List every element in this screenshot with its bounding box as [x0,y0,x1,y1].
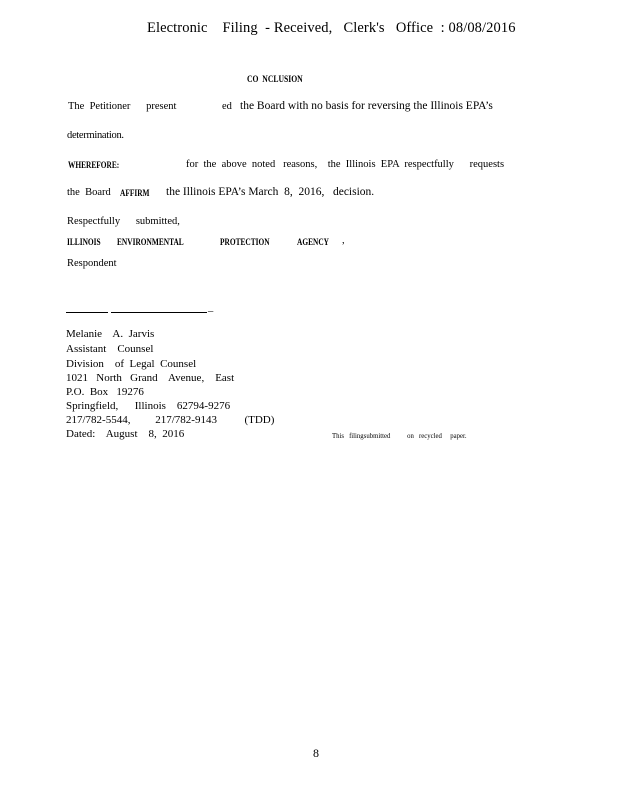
paragraph-line-1-end: the Board with no basis for reversing the Illinois EPA’s [240,100,493,112]
contact-city: Springfield, Illinois 62794-9276 [66,400,231,412]
agency-comma: , [342,235,345,246]
contact-title: Assistant Counsel [66,343,154,355]
agency-word-illinois: ILLINOIS [67,237,101,247]
wherefore-text: for the above noted reasons, the Illinois EPA respectfully requests [186,159,505,170]
paragraph-line-4-start: the Board [67,187,111,198]
conclusion-heading: CO NCLUSION [247,74,303,84]
contact-po-box: P.O. Box 19276 [66,386,144,398]
paragraph-line-1-start: The Petitioner present [68,101,177,112]
agency-word-agency: AGENCY [297,237,329,247]
electronic-filing-header: Electronic Filing - Received, Clerk's Office : 08/08/2016 [147,20,516,36]
paragraph-line-1-fragment: ed [222,101,232,112]
agency-word-environmental: ENVIRONMENTAL [117,237,184,247]
agency-word-protection: PROTECTION [220,237,270,247]
paragraph-line-4-end: the Illinois EPA’s March 8, 2016, decision. [166,186,375,198]
contact-phone: 217/782-5544, 217/782-9143 (TDD) [66,414,275,426]
contact-street: 1021 North Grand Avenue, East [66,372,235,384]
signature-line-short [66,312,108,313]
signature-line-tail: _ [208,302,214,313]
respondent-label: Respondent [67,258,117,269]
respectfully-submitted: Respectfully submitted, [67,216,180,227]
recycled-paper-note: This filingsubmitted on recycled paper. [332,431,467,440]
contact-name: Melanie A. Jarvis [66,328,155,340]
affirm-word: AFFIRM [120,188,150,198]
signature-line-long [111,312,207,313]
wherefore-label: WHEREFORE: [68,160,120,170]
dated-line: Dated: August 8, 2016 [66,428,185,440]
contact-division: Division of Legal Counsel [66,358,197,370]
paragraph-line-2: determination. [67,130,124,141]
page-number: 8 [313,746,319,760]
